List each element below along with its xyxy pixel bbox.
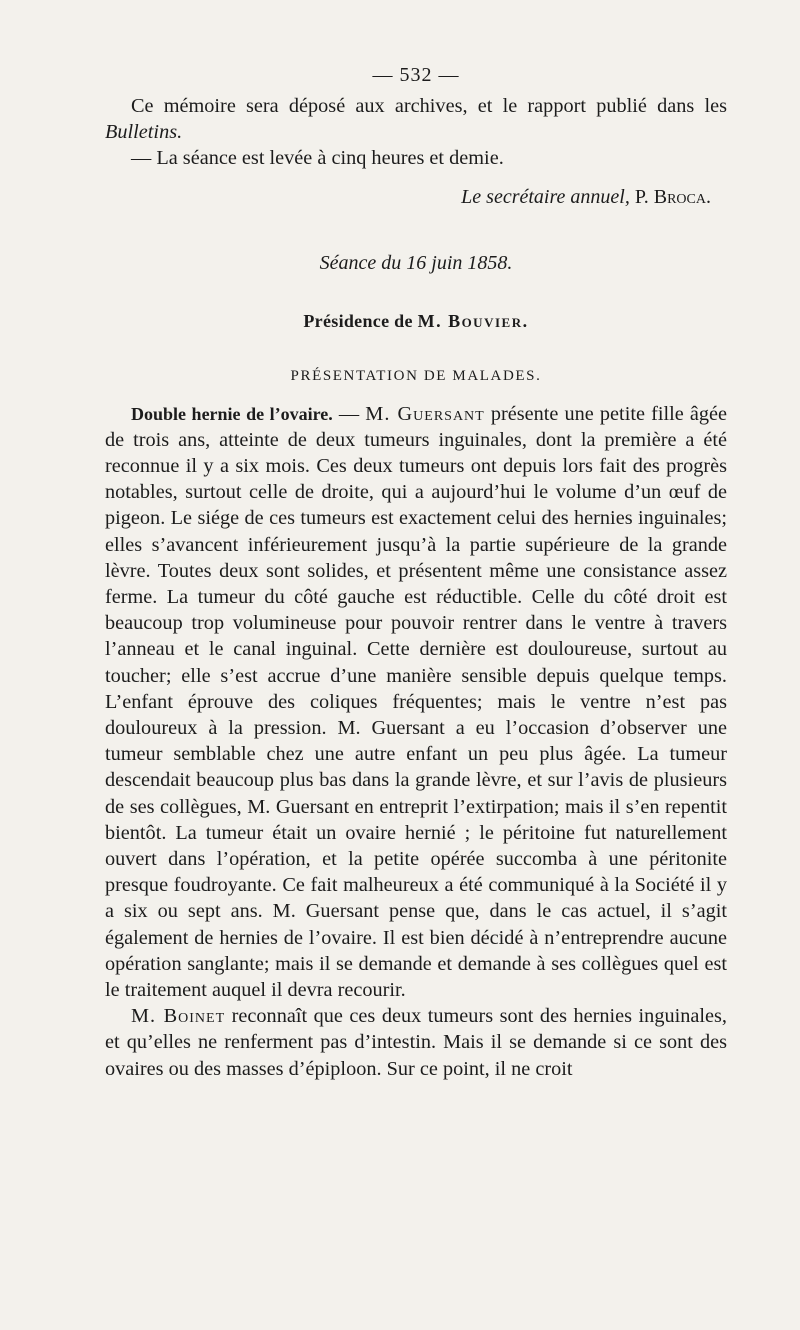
- intro-paragraph: [105, 93, 727, 145]
- intro-italic: Bulletins.: [105, 121, 183, 144]
- document-page: [105, 64, 727, 1082]
- session-title: Séance du 16 juin 1858.: [319, 251, 513, 274]
- signature: [105, 184, 711, 210]
- case-dash: —: [332, 402, 366, 425]
- case-heading: Double hernie de l’ovaire.: [131, 403, 333, 424]
- case-speaker: M. Guersant: [365, 402, 485, 425]
- case-paragraph: [105, 401, 727, 1004]
- signature-role: Le secrétaire annuel,: [461, 185, 630, 208]
- reply-paragraph: [105, 1003, 727, 1082]
- reply-speaker: M. Boinet: [131, 1005, 226, 1028]
- presidency-line: [105, 311, 727, 332]
- signature-name: P. Broca.: [634, 185, 711, 208]
- intro-text: Ce mémoire sera déposé aux archives, et le rapport publié dans les: [131, 95, 727, 117]
- section-heading: PRÉSENTATION DE MALADES.: [290, 367, 542, 384]
- closing-paragraph: — La séance est levée à cinq heures et demie.: [131, 147, 504, 170]
- page-number: — 532 —: [372, 64, 460, 86]
- presidency-prefix: Présidence de: [303, 310, 413, 331]
- presidency-name: M. Bouvier.: [417, 310, 529, 331]
- case-body: présente une petite fille âgée de trois ans, atteinte de deux tumeurs inguinales, dont la première a été reconnue il y a six mois. Ces deux tumeurs ont depuis lors fait des progrès notables, surtout celle de droite, qui a aujourd’hui le volume d’un œuf de pigeon. Le siége de ces tumeurs est exactement celui des hernies inguinales; elles s’avancent inférieurement jusqu’à la partie supérieure de la grande lèvre. Toutes deux sont solides, et présentent même une consistance assez ferme. La tumeur du côté gauche est réductible. Celle du côté droit est beaucoup trop volumineuse pour pouvoir rentrer dans le ventre à travers l’anneau et le canal inguinal. Cette dernière est douloureuse, surtout au toucher; elle s’est accrue d’une manière sensible depuis quelque temps. L’enfant éprouve des coliques fréquentes; mais le ventre n’est pas douloureux à la pression. M. Guersant a eu l’occasion d’observer une tumeur semblable chez une autre enfant un peu plus âgée. La tumeur descendait beaucoup plus bas dans la grande lèvre, et sur l’avis de plusieurs de ses collègues, M. Guersant en entreprit l’extirpation; mais il s’en repentit bientôt. La tumeur était un ovaire hernié ; le péritoine fut naturellement ouvert dans l’opération, et la petite opérée succomba à une péritonite presque foudroyante. Ce fait malheureux a été communiqué à la Société il y a six ou sept ans. M. Guersant pense que, dans le cas actuel, il s’agit également de hernies de l’ovaire. Il est bien décidé à n’entreprendre aucune opération sanglante; mais il se demande et demande à ses collègues quel est le traitement auquel il devra recourir.: [105, 402, 727, 1002]
- reply-body: reconnaît que ces deux tumeurs sont des hernies inguinales, et qu’elles ne renferment pas d’intestin. Mais il se demande si ce sont des ovaires ou des masses d’épiploon. Sur ce point, il ne croit: [105, 1005, 727, 1080]
